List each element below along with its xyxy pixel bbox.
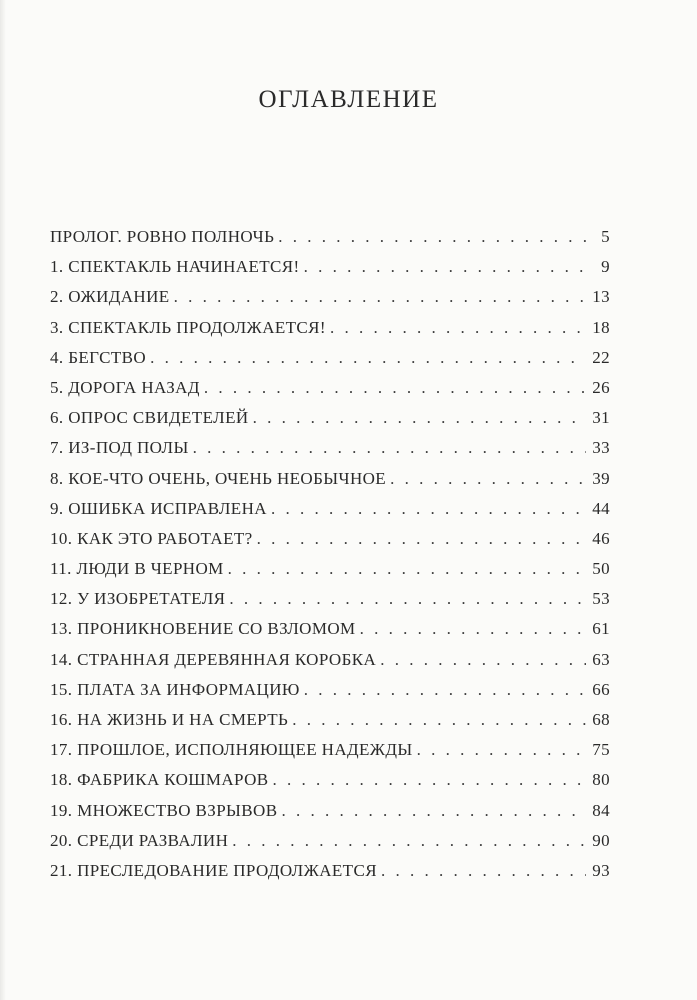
dot-leader [193,438,587,458]
toc-entry-page-number: 33 [592,438,610,458]
toc-entry[interactable] [50,469,610,499]
dot-leader [174,287,587,307]
toc-entry[interactable] [50,559,610,589]
toc-entry[interactable] [50,499,610,529]
dot-leader [417,740,587,760]
dot-leader [232,831,586,851]
toc-entry-title: 6. ОПРОС СВИДЕТЕЛЕЙ [50,408,249,428]
toc-entry-page-number: 90 [592,830,610,850]
toc-entry[interactable] [50,287,610,317]
dot-leader [390,469,586,489]
toc-entry-title: 9. ОШИБКА ИСПРАВЛЕНА [50,498,267,518]
toc-entry-title: ПРОЛОГ. РОВНО ПОЛНОЧЬ [50,227,275,246]
page-edge-shadow [0,0,6,1000]
toc-entry[interactable] [50,227,610,257]
toc-entry[interactable] [50,801,610,831]
toc-entry[interactable] [50,680,610,710]
toc-entry-title: 13. ПРОНИКНОВЕНИЕ СО ВЗЛОМОМ [50,619,356,639]
toc-entry[interactable] [50,740,610,770]
dot-leader [229,589,586,609]
toc-entry[interactable] [50,378,610,408]
dot-leader [380,650,586,670]
toc-entry-page-number: 31 [592,408,610,428]
dot-leader [253,408,587,428]
toc-entry-title: 16. НА ЖИЗНЬ И НА СМЕРТЬ [50,710,289,729]
toc-entry[interactable] [50,770,610,800]
toc-entry[interactable] [50,529,610,559]
toc-entry-title: 5. ДОРОГА НАЗАД [50,377,200,397]
dot-leader [304,680,586,700]
dot-leader [360,619,587,639]
toc-entry-page-number: 63 [592,649,610,669]
dot-leader [228,559,587,579]
toc-entry-title: 10. КАК ЭТО РАБОТАЕТ? [50,528,253,548]
toc-entry-title: 3. СПЕКТАКЛЬ ПРОДОЛЖАЕТСЯ! [50,317,326,337]
toc-entry-page-number: 93 [592,860,610,880]
toc-entry-page-number: 9 [601,257,610,277]
toc-entry[interactable] [50,831,610,861]
dot-leader [273,770,587,790]
toc-entry[interactable] [50,318,610,348]
toc-entry[interactable] [50,619,610,649]
toc-entry-page-number: 50 [592,559,610,579]
toc-entry-title: 20. СРЕДИ РАЗВАЛИН [50,830,229,850]
dot-leader [330,318,586,338]
toc-entry[interactable] [50,710,610,740]
toc-entry-title: 4. БЕГСТВО [50,347,147,367]
dot-leader [150,348,586,368]
dot-leader [304,257,590,277]
toc-entry-title: 21. ПРЕСЛЕДОВАНИЕ ПРОДОЛЖАЕТСЯ [50,860,377,880]
dot-leader [292,710,586,730]
dot-leader [257,529,587,549]
dot-leader [381,861,586,881]
toc-entry-title: 19. МНОЖЕСТВО ВЗРЫВОВ [50,800,278,820]
toc-entry-page-number: 39 [592,468,610,488]
toc-entry-page-number: 84 [592,800,610,820]
toc-entry-page-number: 66 [592,679,610,699]
toc-entry-title: 17. ПРОШЛОЕ, ИСПОЛНЯЮЩЕЕ НАДЕЖДЫ [50,740,413,760]
toc-entry-page-number: 80 [592,770,610,790]
toc-entry[interactable] [50,589,610,619]
toc-entry-title: 14. СТРАННАЯ ДЕРЕВЯННАЯ КОРОБКА [50,649,377,669]
toc-entry-page-number: 13 [592,287,610,307]
toc-entry-page-number: 22 [592,347,610,367]
toc-entry-page-number: 68 [592,710,610,729]
toc-entry-title: 8. КОЕ-ЧТО ОЧЕНЬ, ОЧЕНЬ НЕОБЫЧНОЕ [50,468,387,488]
toc-entry-title: 11. ЛЮДИ В ЧЕРНОМ [50,559,224,579]
toc-entry-page-number: 53 [592,589,610,609]
toc-entry[interactable] [50,257,610,287]
toc-entry-page-number: 44 [592,498,610,518]
toc-entry-page-number: 18 [592,317,610,337]
page-title: ОГЛАВЛЕНИЕ [258,86,439,113]
toc-entry-page-number: 61 [592,619,610,639]
table-of-contents [50,227,610,891]
toc-entry[interactable] [50,438,610,468]
toc-entry[interactable] [50,408,610,438]
toc-entry[interactable] [50,861,610,891]
toc-entry-page-number: 5 [601,227,610,246]
toc-entry-title: 2. ОЖИДАНИЕ [50,287,170,307]
toc-entry-title: 15. ПЛАТА ЗА ИНФОРМАЦИЮ [50,679,300,699]
toc-entry-title: 12. У ИЗОБРЕТАТЕЛЯ [50,589,226,609]
toc-entry-page-number: 75 [592,740,610,760]
dot-leader [278,227,590,247]
toc-entry-page-number: 26 [592,377,610,397]
dot-leader [204,378,586,398]
toc-entry-title: 7. ИЗ-ПОД ПОЛЫ [50,438,189,458]
dot-leader [281,801,586,821]
toc-entry[interactable] [50,650,610,680]
toc-entry-page-number: 46 [592,528,610,548]
toc-entry-title: 1. СПЕКТАКЛЬ НАЧИНАЕТСЯ! [50,257,300,277]
toc-entry-title: 18. ФАБРИКА КОШМАРОВ [50,770,269,790]
dot-leader [271,499,586,519]
toc-entry[interactable] [50,348,610,378]
